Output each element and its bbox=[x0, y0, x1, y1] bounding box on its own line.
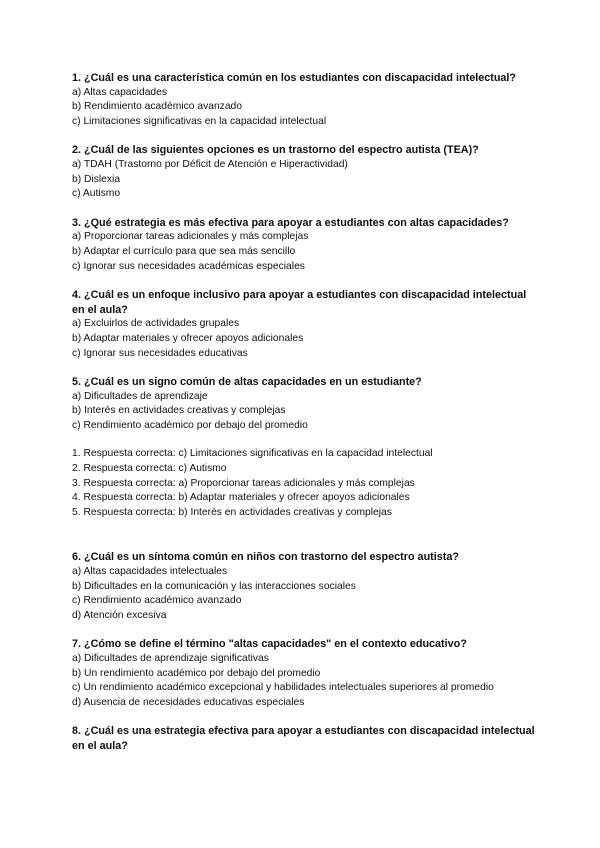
option: c) Autismo bbox=[72, 188, 121, 200]
option: a) TDAH (Trastorno por Déficit de Atención e Hiperactividad) bbox=[72, 158, 348, 170]
option: a) Dificultades de aprendizaje bbox=[72, 390, 208, 402]
option: c) Limitaciones significativas en la capacidad intelectual bbox=[72, 115, 327, 127]
question-6 bbox=[72, 550, 540, 623]
question-title: 2. ¿Cuál de las siguientes opciones es un trastorno del espectro autista (TEA)? bbox=[72, 144, 479, 157]
question-8 bbox=[72, 724, 540, 753]
question-title: 4. ¿Cuál es un enfoque inclusivo para apoyar a estudiantes con discapacidad intelectual en el aula? bbox=[72, 289, 527, 316]
question-title: 7. ¿Cómo se define el término "altas capacidades" en el contexto educativo? bbox=[72, 638, 467, 651]
question-1 bbox=[72, 71, 540, 129]
option: a) Excluirlos de actividades grupales bbox=[72, 318, 240, 330]
answer-key bbox=[72, 447, 540, 520]
option: d) Atención excesiva bbox=[72, 609, 167, 621]
option: c) Un rendimiento académico excepcional y habilidades intelectuales superiores al promedio bbox=[72, 682, 494, 694]
answer-line: 3. Respuesta correcta: a) Proporcionar tareas adicionales y más complejas bbox=[72, 477, 415, 489]
question-5 bbox=[72, 375, 540, 433]
question-3 bbox=[72, 216, 540, 274]
option: a) Dificultades de aprendizaje significativas bbox=[72, 653, 269, 664]
question-7 bbox=[72, 637, 540, 710]
option: c) Rendimiento académico por debajo del promedio bbox=[72, 419, 308, 431]
question-title: 1. ¿Cuál es una característica común en los estudiantes con discapacidad intelectual? bbox=[72, 72, 517, 84]
option: b) Interés en actividades creativas y complejas bbox=[72, 405, 286, 417]
option: b) Dislexia bbox=[72, 173, 121, 185]
option: b) Dificultades en la comunicación y las interacciones sociales bbox=[72, 580, 356, 592]
answer-line: 1. Respuesta correcta: c) Limitaciones significativas en la capacidad intelectual bbox=[72, 448, 433, 460]
option: a) Altas capacidades bbox=[72, 86, 168, 98]
option: d) Ausencia de necesidades educativas especiales bbox=[72, 696, 305, 708]
option: b) Adaptar materiales y ofrecer apoyos adicionales bbox=[72, 332, 304, 344]
answer-line: 4. Respuesta correcta: b) Adaptar materiales y ofrecer apoyos adicionales bbox=[72, 492, 410, 504]
option: c) Ignorar sus necesidades académicas especiales bbox=[72, 260, 305, 272]
answer-line: 5. Respuesta correcta: b) Interés en actividades creativas y complejas bbox=[72, 506, 392, 518]
question-title: 8. ¿Cuál es una estrategia efectiva para apoyar a estudiantes con discapacidad intelectual en el aula? bbox=[72, 725, 535, 752]
option: a) Altas capacidades intelectuales bbox=[72, 566, 228, 578]
option: c) Rendimiento académico avanzado bbox=[72, 595, 242, 607]
answer-line: 2. Respuesta correcta: c) Autismo bbox=[72, 463, 227, 475]
question-4 bbox=[72, 288, 540, 361]
question-title: 6. ¿Cuál es un síntoma común en niños con trastorno del espectro autista? bbox=[72, 551, 459, 564]
question-title: 3. ¿Qué estrategia es más efectiva para apoyar a estudiantes con altas capacidades? bbox=[72, 216, 509, 229]
option: c) Ignorar sus necesidades educativas bbox=[72, 347, 248, 359]
option: b) Un rendimiento académico por debajo del promedio bbox=[72, 667, 321, 679]
question-2 bbox=[72, 143, 540, 201]
option: b) Adaptar el currículo para que sea más sencillo bbox=[72, 245, 296, 257]
option: b) Rendimiento académico avanzado bbox=[72, 101, 242, 113]
option: a) Proporcionar tareas adicionales y más complejas bbox=[72, 231, 309, 243]
question-title: 5. ¿Cuál es un signo común de altas capacidades en un estudiante? bbox=[72, 376, 422, 389]
